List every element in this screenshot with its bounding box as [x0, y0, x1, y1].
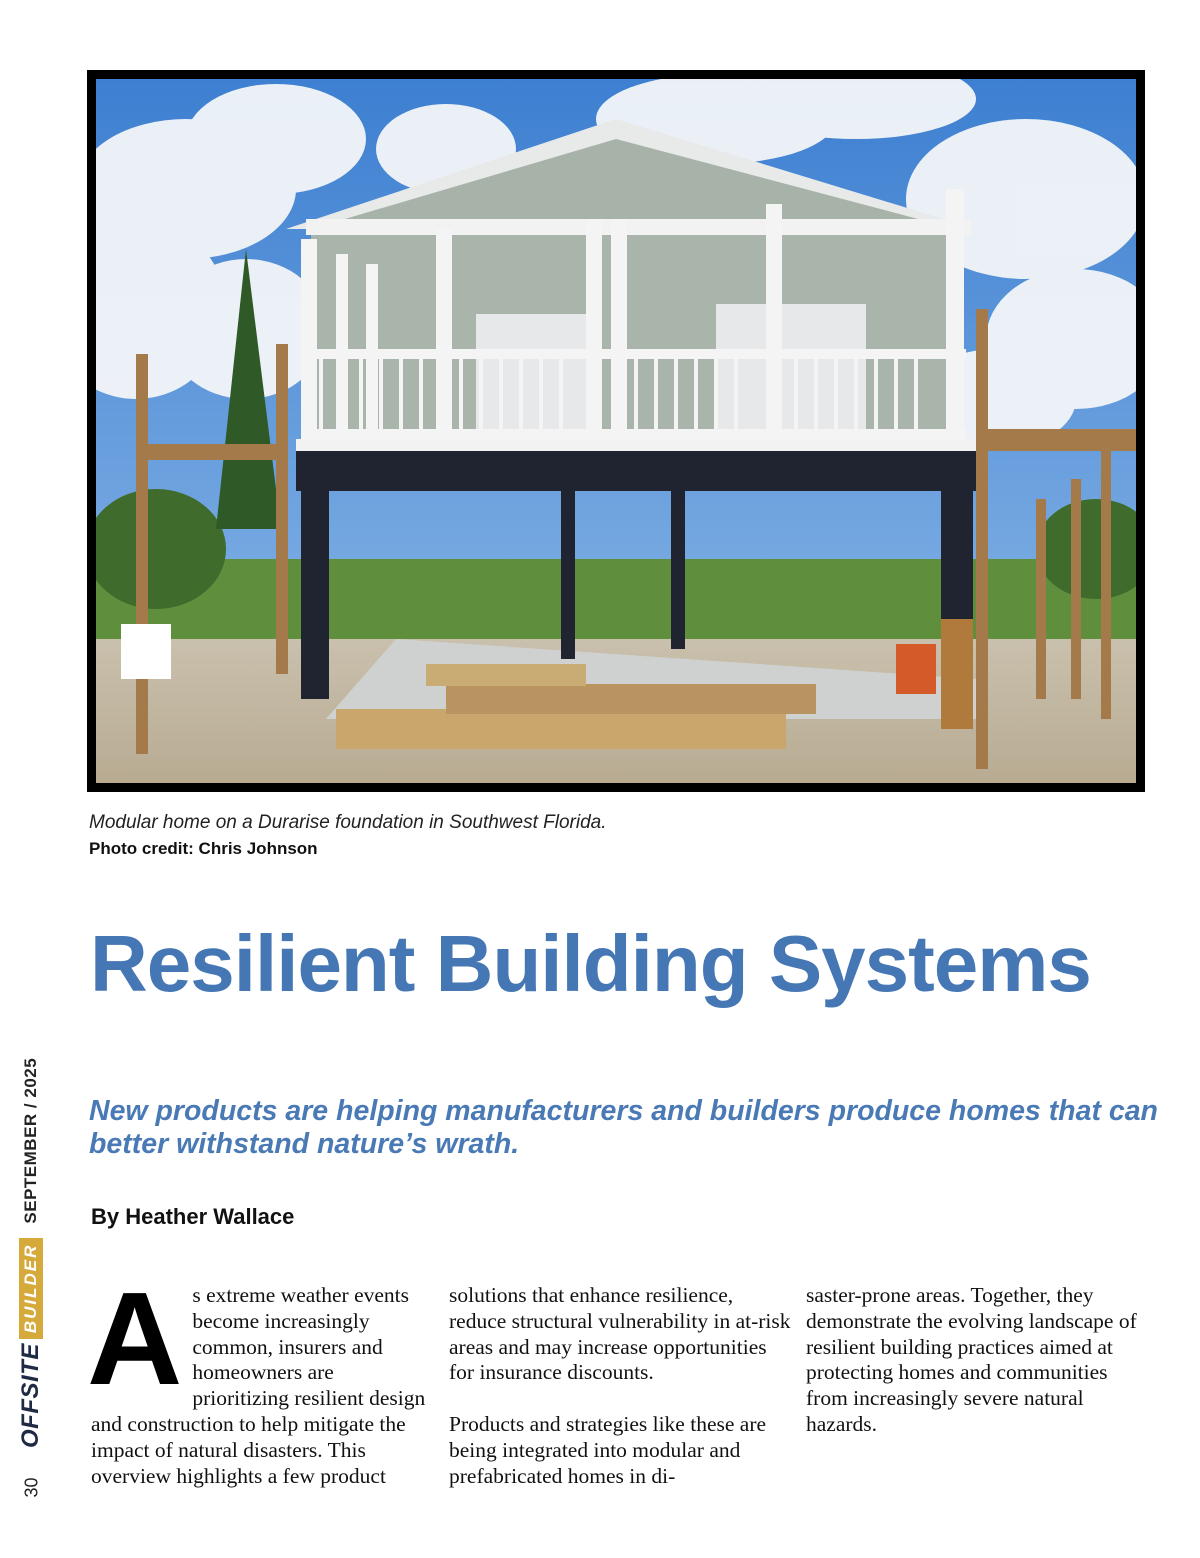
drop-cap: A: [87, 1265, 183, 1412]
body-paragraph-4: saster-prone areas. Together, they demonstrate the evolving landscape of resilient building practices aimed at protecting homes and communities from increasingly severe natural hazards.: [806, 1283, 1137, 1436]
brand-logo-offsite: OFFSITE: [17, 1343, 44, 1448]
body-column-2: [449, 1283, 794, 1490]
issue-date: SEPTEMBER / 2025: [21, 1057, 40, 1224]
photo-caption: Modular home on a Durarise foundation in Southwest Florida.: [89, 812, 607, 833]
running-footer: [14, 1057, 48, 1454]
body-column-3: [806, 1283, 1151, 1438]
article-photo: [87, 70, 1145, 792]
body-paragraph-3: Products and strategies like these are being integrated into modular and prefabricated homes in di-: [449, 1412, 767, 1488]
brand-logo-builder: BUILDER: [19, 1238, 43, 1340]
house-photo-illustration: [96, 79, 1136, 783]
photo-credit: Photo credit: Chris Johnson: [89, 839, 318, 858]
article-headline: Resilient Building Systems: [90, 919, 1091, 1008]
body-column-1: [87, 1265, 431, 1489]
body-paragraph-2: solutions that enhance resilience, reduce structural vulnerability in at-risk areas and may increase opportunities for insurance discounts.: [449, 1283, 791, 1385]
article-subhead: New products are helping manufacturers and builders produce homes that can better withstand nature’s wrath.: [89, 1095, 1158, 1160]
page-number: 30: [21, 1477, 42, 1498]
article-byline: By Heather Wallace: [91, 1204, 295, 1229]
body-paragraph-1: s extreme weather events become increasingly common, insurers and homeowners are prioritizing resilient design and construction to help mitigate the impact of natural disasters. This overview highlights a few product: [91, 1283, 426, 1488]
